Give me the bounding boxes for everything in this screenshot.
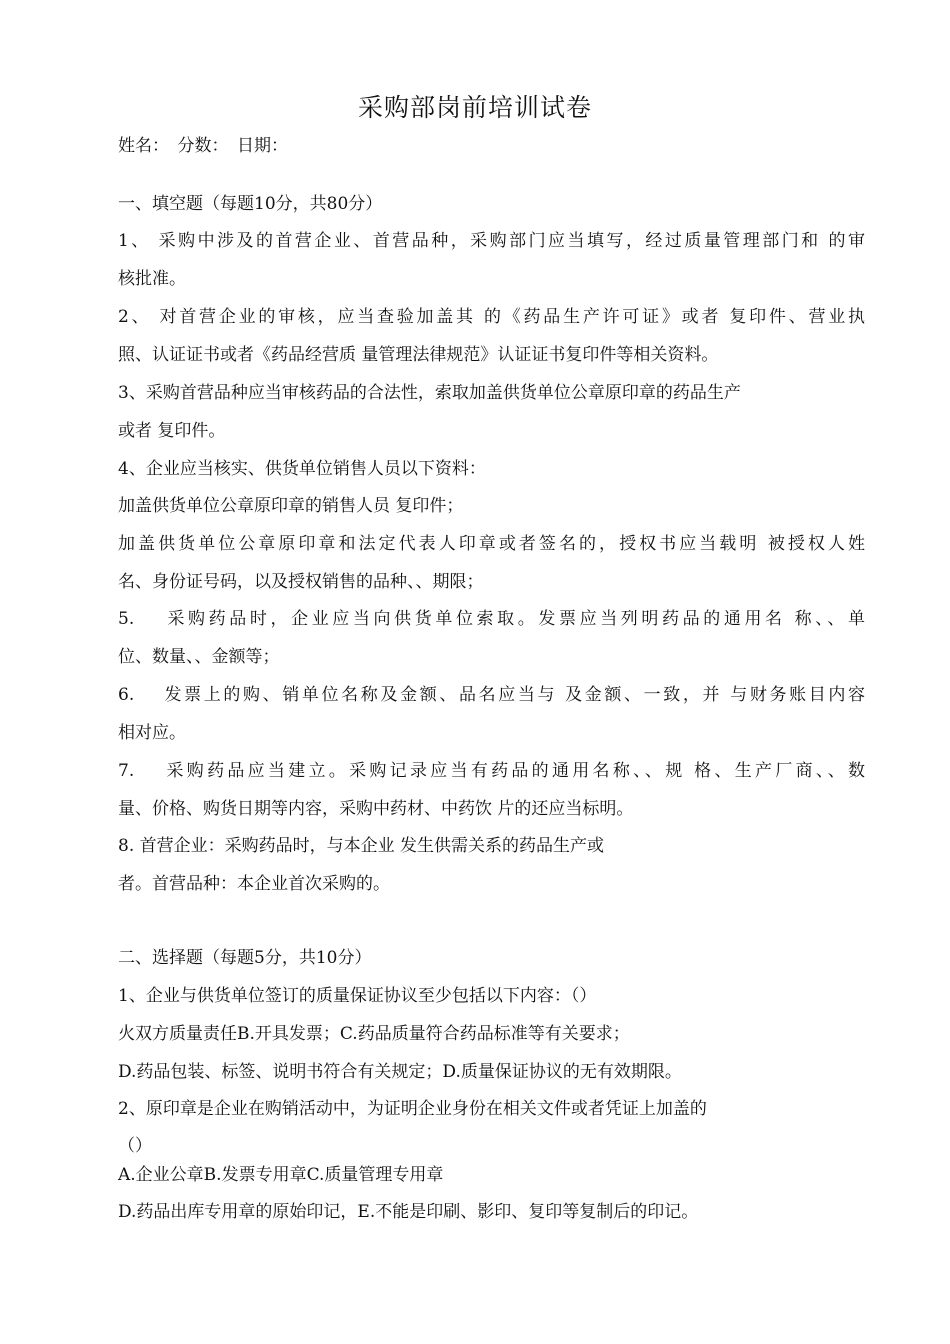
question-line: 6. 发票上的购、销单位名称及金额、品名应当与 及金额、一致，并 与财务账目内容 xyxy=(118,685,865,705)
section-heading-multiple-choice: 二、选择题（每题5分，共10分） xyxy=(118,948,372,968)
question-line: 核批准。 xyxy=(118,269,186,289)
question-line: 量、价格、购货日期等内容，采购中药材、中药饮 片的还应当标明。 xyxy=(118,799,634,819)
question-line: （） xyxy=(118,1136,152,1156)
question-line: 名、身份证号码，以及授权销售的品种、、期限； xyxy=(118,572,484,592)
question-line: 或者 复印件。 xyxy=(118,421,226,441)
page-title: 采购部岗前培训试卷 xyxy=(357,93,592,122)
option-line: A.企业公章B.发票专用章C.质量管理专用章 xyxy=(118,1165,444,1185)
question-line: 2、原印章是企业在购销活动中，为证明企业身份在相关文件或者凭证上加盖的 xyxy=(118,1099,707,1119)
section-heading-fill-blank: 一、填空题（每题10分，共80分） xyxy=(118,194,383,214)
option-line: D.药品包装、标签、说明书符合有关规定；D.质量保证协议的无有效期限。 xyxy=(118,1062,682,1082)
question-line: 8. 首营企业：采购药品时，与本企业 发生供需关系的药品生产或 xyxy=(118,836,605,856)
question-line: 照、认证证书或者《药品经营质 量管理法律规范》认证证书复印件等相关资料。 xyxy=(118,345,719,365)
question-line: 加盖供货单位公章原印章和法定代表人印章或者签名的，授权书应当载明 被授权人姓 xyxy=(118,534,865,554)
option-line: 火双方质量责任B.开具发票；C.药品质量符合药品标准等有关要求； xyxy=(118,1024,630,1044)
info-line: 姓名： 分数： 日期： xyxy=(118,136,288,156)
question-line: 1、 采购中涉及的首营企业、首营品种，采购部门应当填写，经过质量管理部门和 的审 xyxy=(118,231,865,251)
question-line: 1、企业与供货单位签订的质量保证协议至少包括以下内容：（） xyxy=(118,986,597,1006)
question-line: 5. 采购药品时，企业应当向供货单位索取。发票应当列明药品的通用名 称、、单 xyxy=(118,609,865,629)
question-line: 相对应。 xyxy=(118,723,186,743)
question-line: 者。首营品种：本企业首次采购的。 xyxy=(118,874,390,894)
question-line: 2、 对首营企业的审核，应当查验加盖其 的《药品生产许可证》或者 复印件、营业执 xyxy=(118,307,865,327)
question-line: 加盖供货单位公章原印章的销售人员 复印件； xyxy=(118,496,464,516)
question-line: 3、采购首营品种应当审核药品的合法性，索取加盖供货单位公章原印章的药品生产 xyxy=(118,383,741,403)
question-line: 7. 采购药品应当建立。采购记录应当有药品的通用名称、、规 格、生产厂商、、数 xyxy=(118,761,865,781)
option-line: D.药品出库专用章的原始印记，E.不能是印刷、影印、复印等复制后的印记。 xyxy=(118,1202,699,1222)
question-line: 位、数量、、金额等； xyxy=(118,647,280,667)
question-line: 4、企业应当核实、供货单位销售人员以下资料： xyxy=(118,459,486,479)
